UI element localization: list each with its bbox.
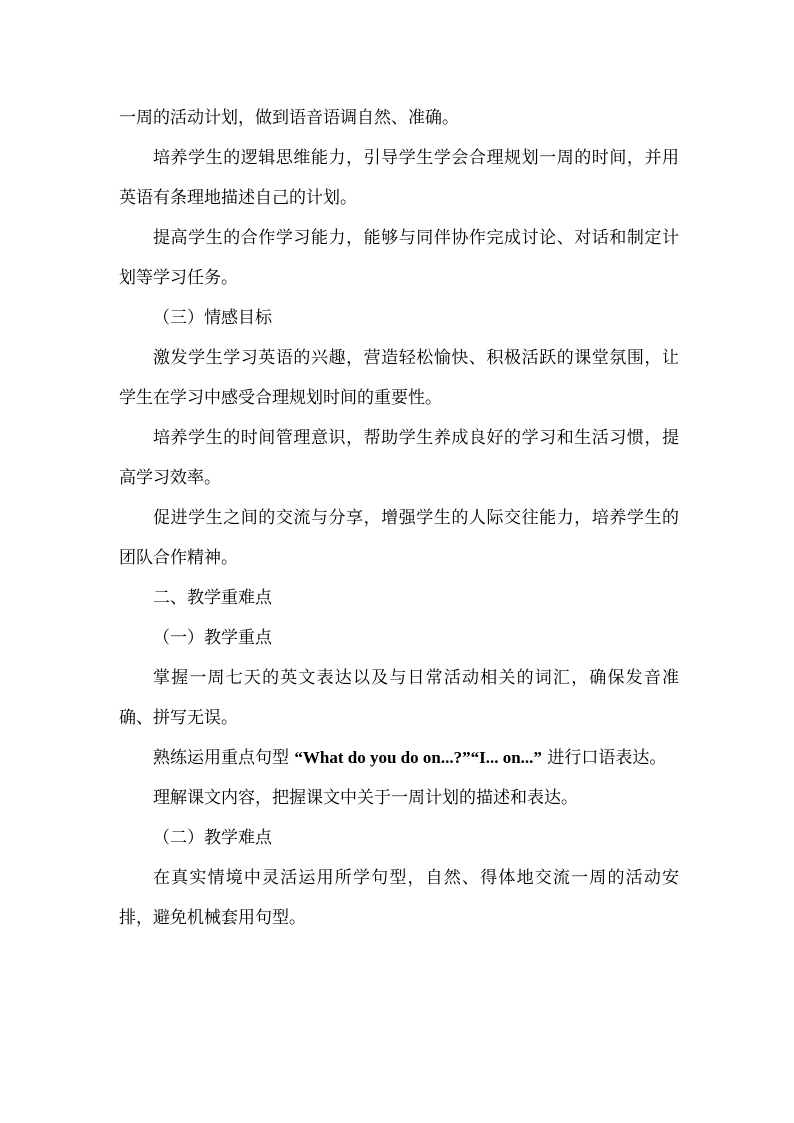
heading-key-points-and-difficulties: 二、教学重难点 [153,588,272,608]
paragraph-communication: 促进学生之间的交流与分享，增强学生的人际交往能力，培养学生的团队合作精神。 [119,508,679,568]
paragraph-real-situations: 在真实情境中灵活运用所学句型，自然、得体地交流一周的活动安排，避免机械套用句型。 [119,868,679,928]
sentence-patterns-prefix: 熟练运用重点句型 [153,748,295,768]
english-sentence-patterns: “What do you do on...?”“I... on...” [294,748,542,767]
document-body [119,98,679,938]
paragraph-activity-plan: 一周的活动计划，做到语音语调自然、准确。 [119,108,459,128]
paragraph-time-management: 培养学生的时间管理意识，帮助学生养成良好的学习和生活习惯，提高学习效率。 [119,428,679,488]
paragraph-interest: 激发学生学习英语的兴趣，营造轻松愉快、积极活跃的课堂氛围，让学生在学习中感受合理规划时间的重要性。 [119,348,679,408]
paragraph-logical-thinking: 培养学生的逻辑思维能力，引导学生学会合理规划一周的时间，并用英语有条理地描述自己的计划。 [119,148,679,208]
paragraph-vocabulary: 掌握一周七天的英文表达以及与日常活动相关的词汇，确保发音准确、拼写无误。 [119,668,679,728]
sentence-patterns-suffix: 进行口语表达。 [541,748,667,768]
heading-key-points: （一）教学重点 [153,628,272,648]
heading-emotional-goals: （三）情感目标 [153,308,272,328]
paragraph-text-comprehension: 理解课文内容，把握课文中关于一周计划的描述和表达。 [153,788,578,808]
heading-difficulties: （二）教学难点 [153,828,272,848]
paragraph-sentence-patterns [119,738,679,778]
paragraph-cooperative-learning: 提高学生的合作学习能力，能够与同伴协作完成讨论、对话和制定计划等学习任务。 [119,228,679,288]
